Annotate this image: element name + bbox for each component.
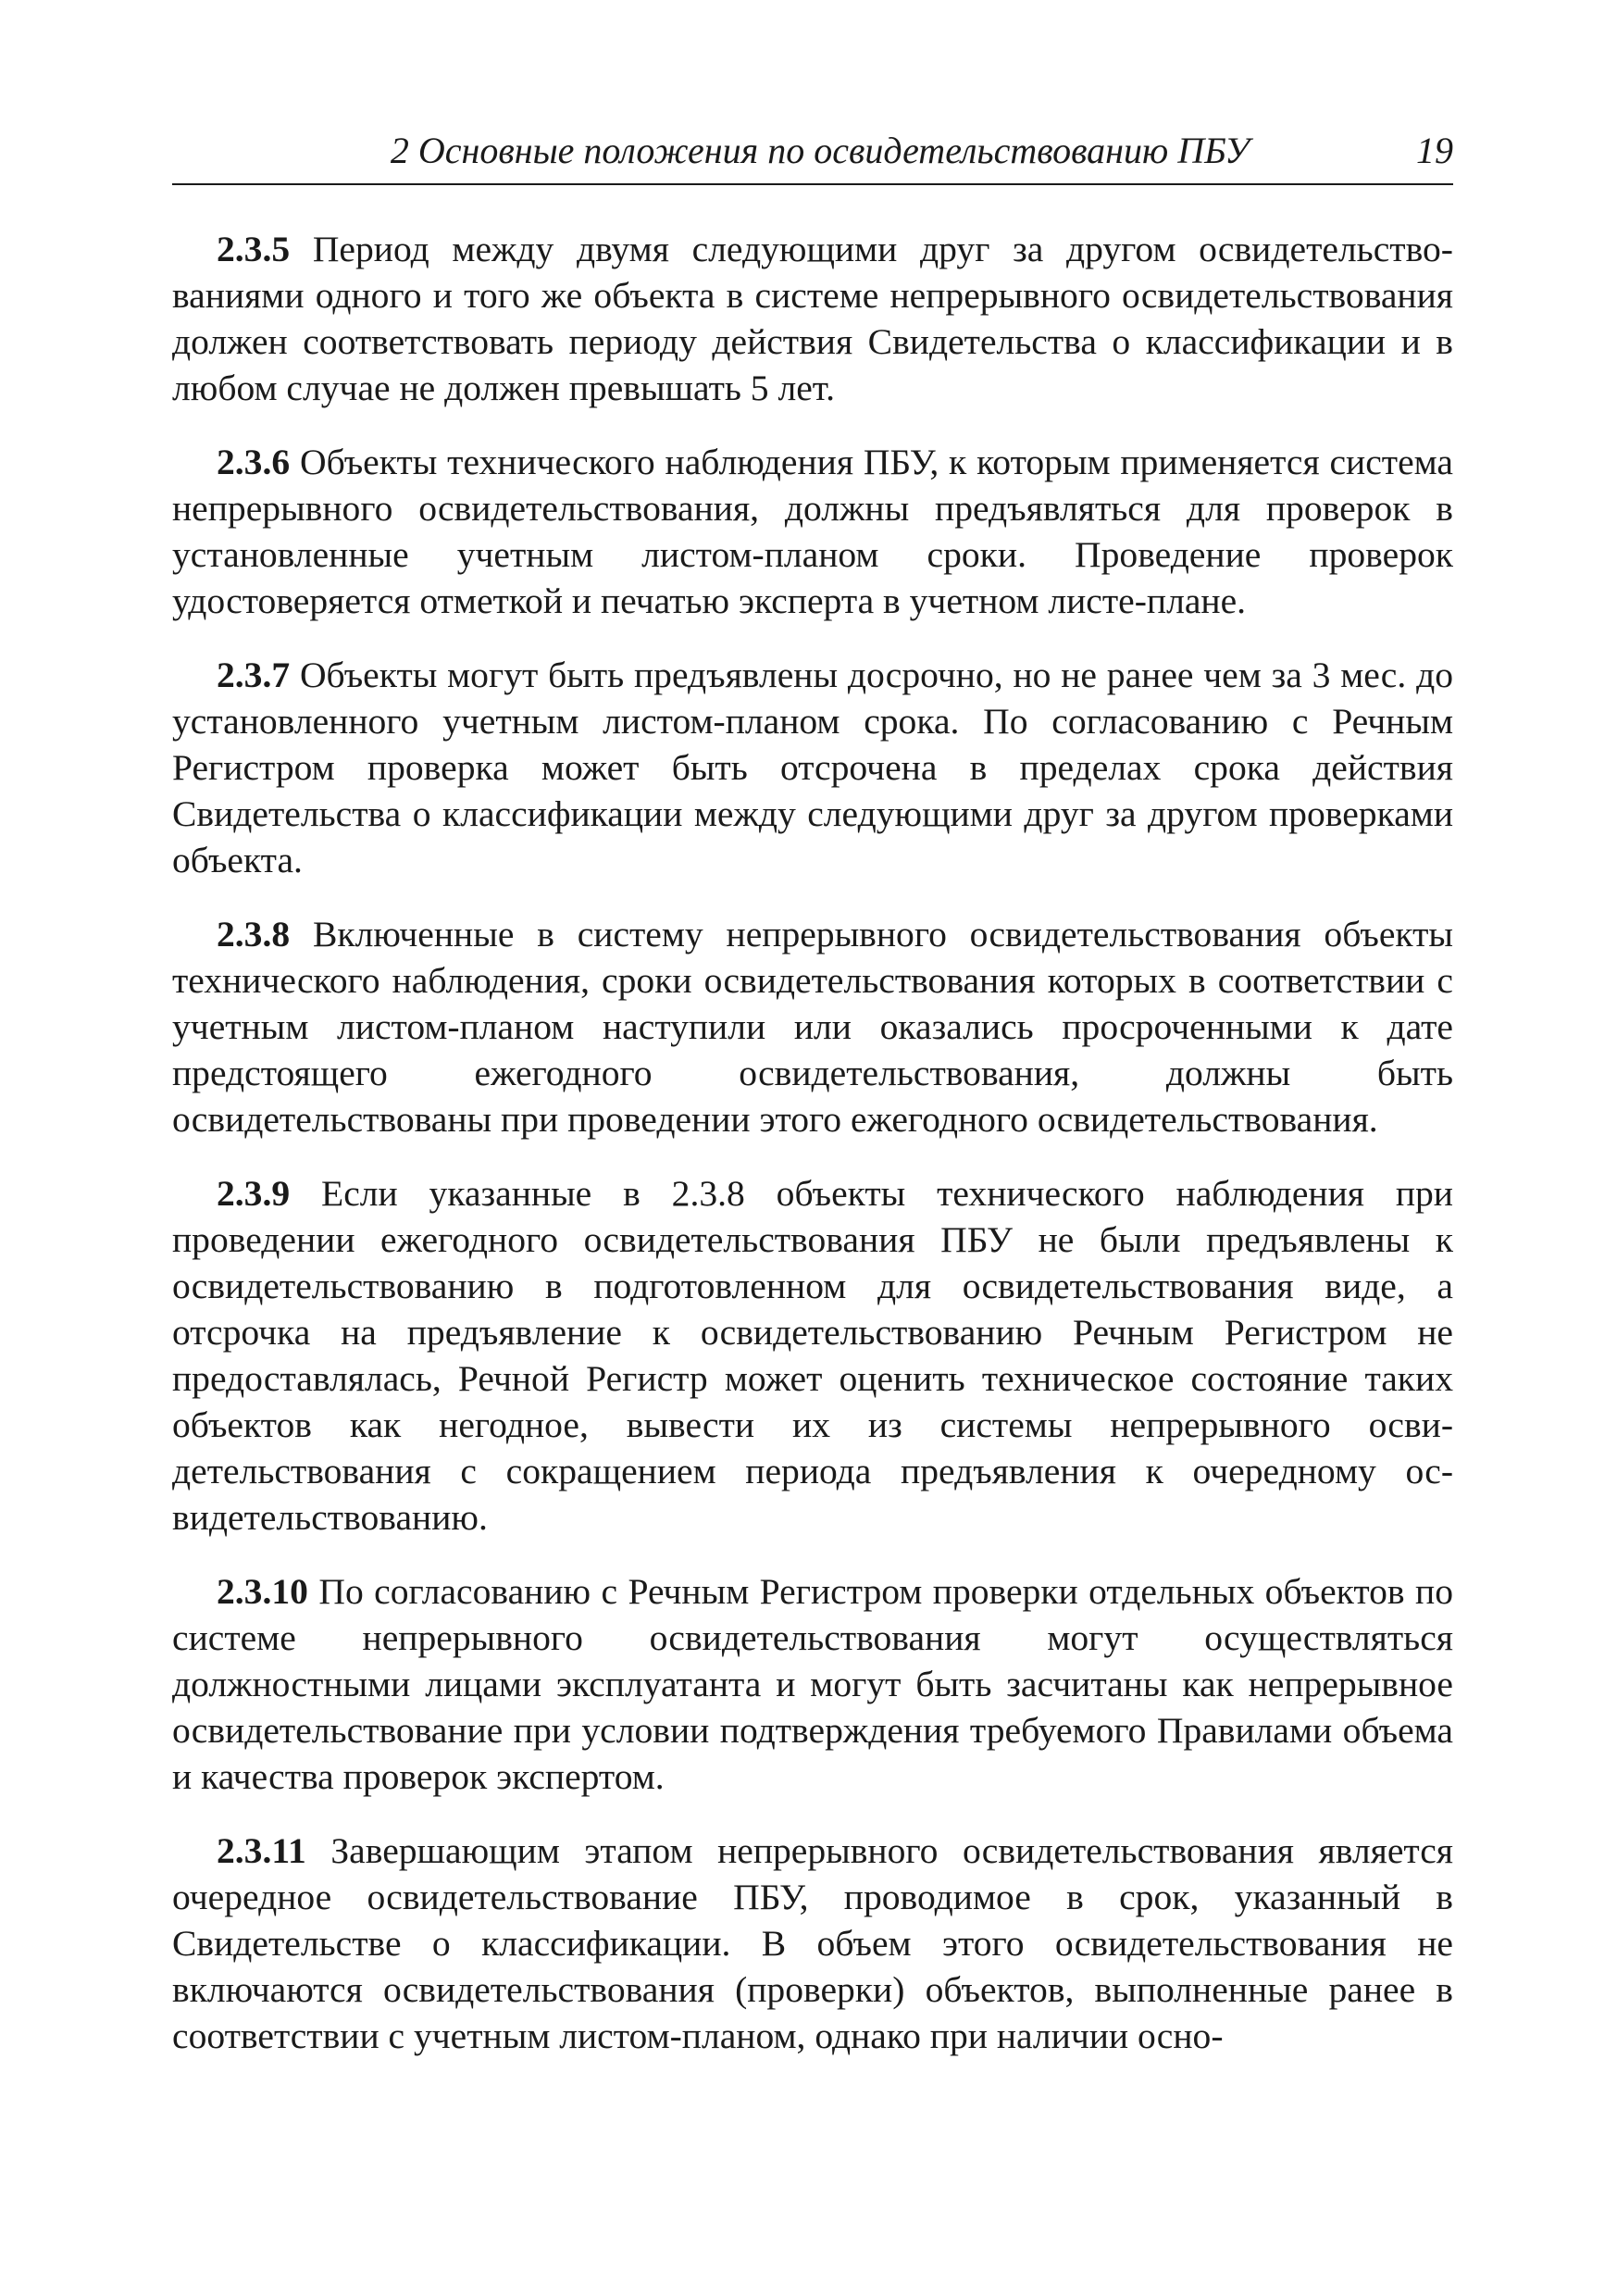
document-page [172,0,1453,2296]
paragraph-text: Если указанные в 2.3.8 объекты технического наблюдения при проведении ежегодного освидетельствования ПБУ не были предъявлены к освидетельствованию в подготовленном для освидетельствования виде, а отсрочка на предъявление к освидетельствованию Речным Регистром не предоставлялась, Речной Регистр может оценить техническое состояние таких объектов как негодное, вывести их из системы непрерывного освидетельствования с сокращением периода предъявления к очередному освидетельствованию. [172,1173,1453,1538]
paragraph-2-3-10 [172,1568,1453,1800]
paragraph-text: Период между двумя следующими друг за другом освидетельствованиями одного и того же объекта в системе непрерывного освидетельствования должен соответствовать периоду действия Свидетельства о классификации и в любом случае не должен превышать 5 лет. [172,229,1453,408]
paragraph-number: 2.3.9 [217,1173,291,1214]
paragraph-text: По согласованию с Речным Регистром проверки отдельных объектов по системе непрерывного освидетельствования могут осуществляться должностными лицами эксплуатанта и могут быть засчитаны как непрерывное освидетельствование при условии подтверждения требуемого Правилами объема и качества проверок экспертом. [172,1571,1453,1797]
paragraph-2-3-6 [172,439,1453,624]
running-header [172,128,1453,185]
paragraph-2-3-9 [172,1170,1453,1541]
paragraph-number: 2.3.10 [217,1571,308,1612]
paragraph-text: Объекты технического наблюдения ПБУ, к которым применяется система непрерывного освидетельствования, должны предъявляться для проверок в установленные учетным листом-планом сроки. Проведение проверок удостоверяется отметкой и печатью эксперта в учетном листе-плане. [172,442,1453,621]
paragraph-2-3-5 [172,226,1453,411]
paragraph-text: Включенные в систему непрерывного освидетельствования объекты технического наблюдения, сроки освидетельствования которых в соответствии с учетным листом-планом наступили или оказались просроченными к дате предстоящего ежегодного освидетельствования, должны быть освидетельствованы при проведении этого ежегодного освидетельствования. [172,914,1453,1140]
paragraph-number: 2.3.6 [217,442,291,482]
paragraph-number: 2.3.7 [217,655,291,695]
paragraph-2-3-11 [172,1828,1453,2059]
paragraph-number: 2.3.5 [217,229,291,269]
running-title: 2 Основные положения по освидетельствованию ПБУ [390,130,1250,171]
body-text [172,226,1453,2087]
paragraph-number: 2.3.8 [217,914,291,955]
paragraph-2-3-8 [172,911,1453,1142]
paragraph-number: 2.3.11 [217,1830,306,1871]
paragraph-text: Объекты могут быть предъявлены досрочно, но не ранее чем за 3 мес. до установленного учетным листом-планом срока. По согласованию с Речным Регистром проверка может быть отсрочена в пределах срока действия Свидетельства о классификации между следующими друг за другом проверками объекта. [172,655,1453,880]
page-number: 19 [1416,130,1453,171]
paragraph-2-3-7 [172,652,1453,883]
paragraph-text: Завершающим этапом непрерывного освидетельствования является очередное освидетельствование ПБУ, проводимое в срок, указанный в Свидетельстве о классификации. В объем этого освидетельствования не включаются освидетельствования (проверки) объектов, выполненные ранее в соответствии с учетным листом-планом, однако при наличии осно- [172,1830,1453,2056]
